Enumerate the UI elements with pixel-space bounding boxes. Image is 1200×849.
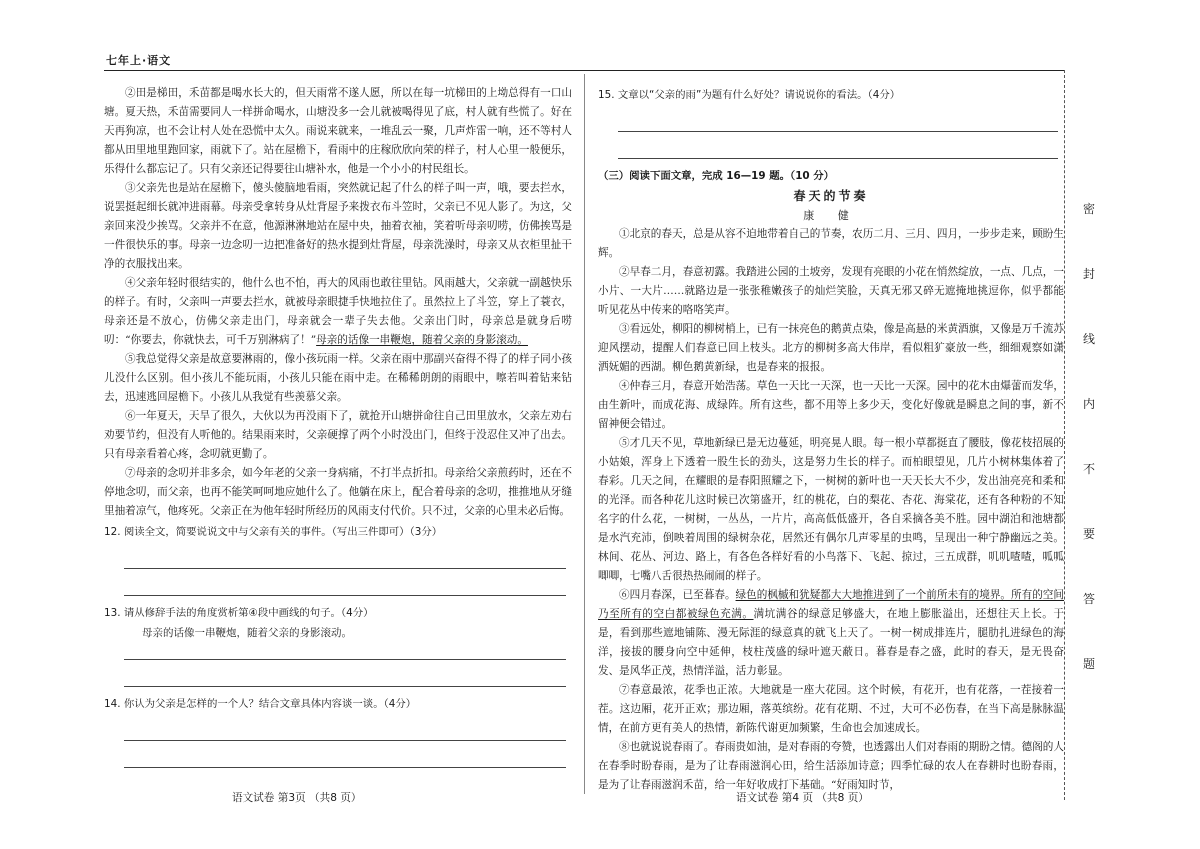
article-paragraph-6-start: ⑥四月春深，已至暮春。 xyxy=(619,589,736,601)
question-14: 14. 你认为父亲是怎样的一个人？结合文章具体内容谈一谈。（4分） xyxy=(104,698,417,710)
question-12: 12. 阅读全文，简要说说文中与父亲有关的事件。（写出三件即可）（3分） xyxy=(104,526,443,538)
article-paragraph-6 xyxy=(598,586,1064,681)
paragraph-6: ⑥一年夏天，天旱了很久，大伙以为再没雨下了，就抢开山塘拼命往自己田里放水，父亲左劝右劝要节约，但没有人听他的。结果雨来时，父亲硬撑了两个小时没出门，但终于没忍住又冲了出去。只有母亲看着心疼，念叨就更勤了。 xyxy=(104,410,572,460)
paragraph-4-text: ④父亲年轻时很结实的，他什么也不怕，再大的风雨也敢往里钻。风雨越大，父亲就一副越快乐的样子。有时，父亲叫一声要去拦水，就被母亲眼捷手快地拉住了。虽然拉上了斗笠，穿上了蓑衣，母亲还是不放心，仿佛父亲走出门，母亲就会一辈子失去他。父亲出门时，母亲总是就身后唠叨：“你要去，你就快去，可千万别淋病了！” xyxy=(104,277,572,346)
answer-line-15a[interactable] xyxy=(618,115,1058,132)
article-paragraph-4: ④仲春三月，春意开始浩荡。草色一天比一天深，也一天比一天深。园中的花木由爆蕾而发华，由生新叶，而成花海、成绿阵。所有这些，都不用等上多少天，变化好像就是瞬息之间的事，新不留神便会错过。 xyxy=(598,380,1064,430)
answer-line-13b[interactable] xyxy=(124,670,566,687)
handwritten-answer-13: 母亲的话像一串鞭炮，随着父亲的身影滚动。 xyxy=(142,627,352,639)
seal-char: 内 xyxy=(1082,397,1095,411)
article-paragraph-6-rest: 满坑满谷的绿意足够盛大，在地上膨胀溢出，还想往天上长。于是，看到那些遮地铺陈、漫无际涯的绿意真的就飞上天了。一树一树成排连片，腿肋扎进绿色的海洋，接拔的腰身向空中延伸，枝柱茂盛的绿叶遮天蔽日。暮春是春之盛，此时的春天，是无畏奋发、是风华正茂，热情洋溢，活力彰显。 xyxy=(598,608,1065,677)
paragraph-7: ⑦母亲的念叨并非多余，如今年老的父亲一身病痛，不打半点折扣。母亲给父亲煎药时，还在不停地念叨，而父亲，也再不能笑呵呵地应她什么了。他躺在床上，配合着母亲的念叨，推推地从牙缝里抽着凉气，他疼死。父亲正在为他年轻时所经历的风雨支付代价。只不过，父亲的心里未必后悔。 xyxy=(104,467,572,517)
article-paragraph-1: ①北京的春天，总是从容不迫地带着自己的节奏，农历二月、三月、四月，一步步走来，顾盼生辉。 xyxy=(598,228,1064,259)
paragraph-4 xyxy=(104,274,572,350)
seal-char: 答 xyxy=(1082,592,1095,606)
article-paragraph-2: ②早春二月，春意初露。我踏进公园的土坡旁，发现有亮眼的小花在悄然绽放，一点、几点，一小片、一大片……就路边是一张张稚嫩孩子的灿烂笑脸，天真无邪又碎无遮掩地挑逗你，似乎都能听见花丛中传来的咯咯笑声。 xyxy=(598,266,1064,316)
left-column xyxy=(104,84,572,768)
article-paragraph-3: ③看远处，柳阳的柳树梢上，已有一抹亮色的鹅黄点染，像是高悬的米黄酒旗，又像是万千流苏迎风摆动，提醒人们春意已回上枝头。北方的柳树多高大伟岸，看似粗犷豪放一些，细细观察如潇洒妩媚的西湖。柳色鹅黄新绿，也是春来的报报。 xyxy=(598,323,1064,373)
seal-char: 题 xyxy=(1082,657,1095,671)
answer-line-13a[interactable] xyxy=(124,643,566,660)
answer-line-12b[interactable] xyxy=(124,579,566,596)
seal-notice xyxy=(1078,200,1100,720)
article-paragraph-6-underlined: 绿色的枫槭和犹疑都大大地推进到了一个前所未有的境界。所有的空间乃至所有的空白都被绿色充满。 xyxy=(598,589,1064,620)
article-paragraph-7: ⑦春意最浓，花季也正浓。大地就是一座大花园。这个时候，有花开，也有花落，一茬接着一茬。这边厢，花开正欢；那边厢，落英缤纷。花有花期、不过，大可不必伤春，在当下高是脉脉温情，在前方更有美人的热情，新陈代谢更加频繁，生命也会加速成长。 xyxy=(598,684,1064,734)
answer-line-14a[interactable] xyxy=(124,724,566,741)
footer-page-3: 语文试卷 第3页 （共8 页） xyxy=(232,792,362,804)
column-divider xyxy=(584,74,585,794)
answer-line-12a[interactable] xyxy=(124,552,566,569)
section-3-title: （三）阅读下面文章，完成 16—19 题。（10 分） xyxy=(598,170,835,182)
right-column xyxy=(598,84,1064,795)
answer-line-14b[interactable] xyxy=(124,751,566,768)
paragraph-5: ⑤我总觉得父亲是故意要淋雨的，像小孩玩雨一样。父亲在雨中那副兴奋得不得了的样子同小孩儿没什么区别。但小孩儿不能玩雨，小孩儿只能在雨中走。在稀稀朗朗的雨眼中，嚓若叫着钻来钻去，迅速逃回屋檐下。小孩儿从我觉有些羡慕父亲。 xyxy=(104,353,572,403)
seal-char: 封 xyxy=(1082,267,1095,281)
seal-char: 线 xyxy=(1082,332,1095,346)
seal-char: 要 xyxy=(1082,527,1095,541)
article-title: 春天的节奏 xyxy=(793,189,869,203)
footer-page-4: 语文试卷 第4 页 （共8 页） xyxy=(736,792,869,804)
paragraph-4-underlined: 母亲的话像一串鞭炮，随着父亲的身影滚动。 xyxy=(316,334,528,346)
header-rule xyxy=(104,70,1064,71)
seal-line xyxy=(1064,70,1065,800)
question-15: 15. 文章以“父亲的雨”为题有什么好处？请说说你的看法。（4分） xyxy=(598,89,901,101)
seal-char: 密 xyxy=(1082,202,1095,216)
paragraph-2: ②田是梯田，禾苗都是喝水长大的，但天雨常不遂人愿，所以在每一坑梯田的上坳总得有一口山塘。夏天热，禾苗需要同人一样拼命喝水，山塘没多一会儿就被喝得见了底，村人就有些慌了。好在天再狗凉，也不会让村人处在恐慌中太久。雨说来就来，一堆乱云一聚，几声炸雷一响，还不等村人都从田里地里跑回家，雨就下了。站在屋檐下，看雨中的庄稼欣欣向荣的样子，村人心里一般便乐，乐得什么都忘记了。只有父亲还记得要往山塘补水，他是一个小小的村民组长。 xyxy=(104,87,572,175)
seal-char: 不 xyxy=(1082,462,1095,476)
article-author: 康 健 xyxy=(803,209,859,222)
question-13: 13. 请从修辞手法的角度赏析第④段中画线的句子。（4分） xyxy=(104,607,374,619)
paragraph-3: ③父亲先也是站在屋檐下，傻头傻脑地看雨，突然就记起了什么的样子叫一声，哦，要去拦水，说罢挺起细长就冲进雨幕。母亲受拿转身从灶背屋予来拨衣布斗笠时，父亲已不见人影了。为这，父亲回来没少挨骂。父亲并不在意，他源淋淋地站在屋中央，抽着衣袖，笑着听母亲叨唠，仿佛挨骂是一件很快乐的事。母亲一边念叨一边把准备好的热水提到灶背屋，母亲洗澡时，母亲又从衣柜里扯干净的衣服找出来。 xyxy=(104,182,572,270)
answer-line-15b[interactable] xyxy=(618,142,1058,159)
article-paragraph-8: ⑧也就说说春雨了。春雨贵如油，是对春雨的夸赞，也透露出人们对春雨的期盼之情。德阁的人在春季时盼春雨，是为了让春雨滋润心田，给生活添加诗意；四季忙碌的农人在春耕时也盼春雨，是为了让春雨滋润禾苗，给一年好收成打下基础。“好雨知时节， xyxy=(598,741,1064,791)
article-paragraph-5: ⑤才几天不见，草地新绿已是无边蔓延，明亮晃人眼。每一根小草都挺直了腰肢，像花枝招展的小姑娘，浑身上下透着一股生长的劲头，这是努力生长的样子。而柏眼望见，几片小树林集体着了春彩。几天之间，在耀眼的是春阳照耀之下，一树树的新叶也一天天长大不少，发出油亮亮和柔和的光泽。而各种花儿这时候已次第盛开，红的桃花，白的梨花、杏花、海棠花，还有各种粉的不知名字的什么花，一树树，一丛丛，一片片，高高低低盛开，各自采摘各美不胜。园中湖泊和池塘都是水汽充沛，倒映着周围的绿树杂花，居然还有偶尔几声零星的虫鸣，呈现出一种宁静幽远之美。林间、花丛、河边、路上，有各色各样好看的小鸟落下、飞起、掠过，三五成群，叽叽喳喳，呱呱唧唧，七嘴八舌很热热闹闹的样子。 xyxy=(598,437,1064,582)
subject-header: 七年上·语文 xyxy=(106,54,172,67)
